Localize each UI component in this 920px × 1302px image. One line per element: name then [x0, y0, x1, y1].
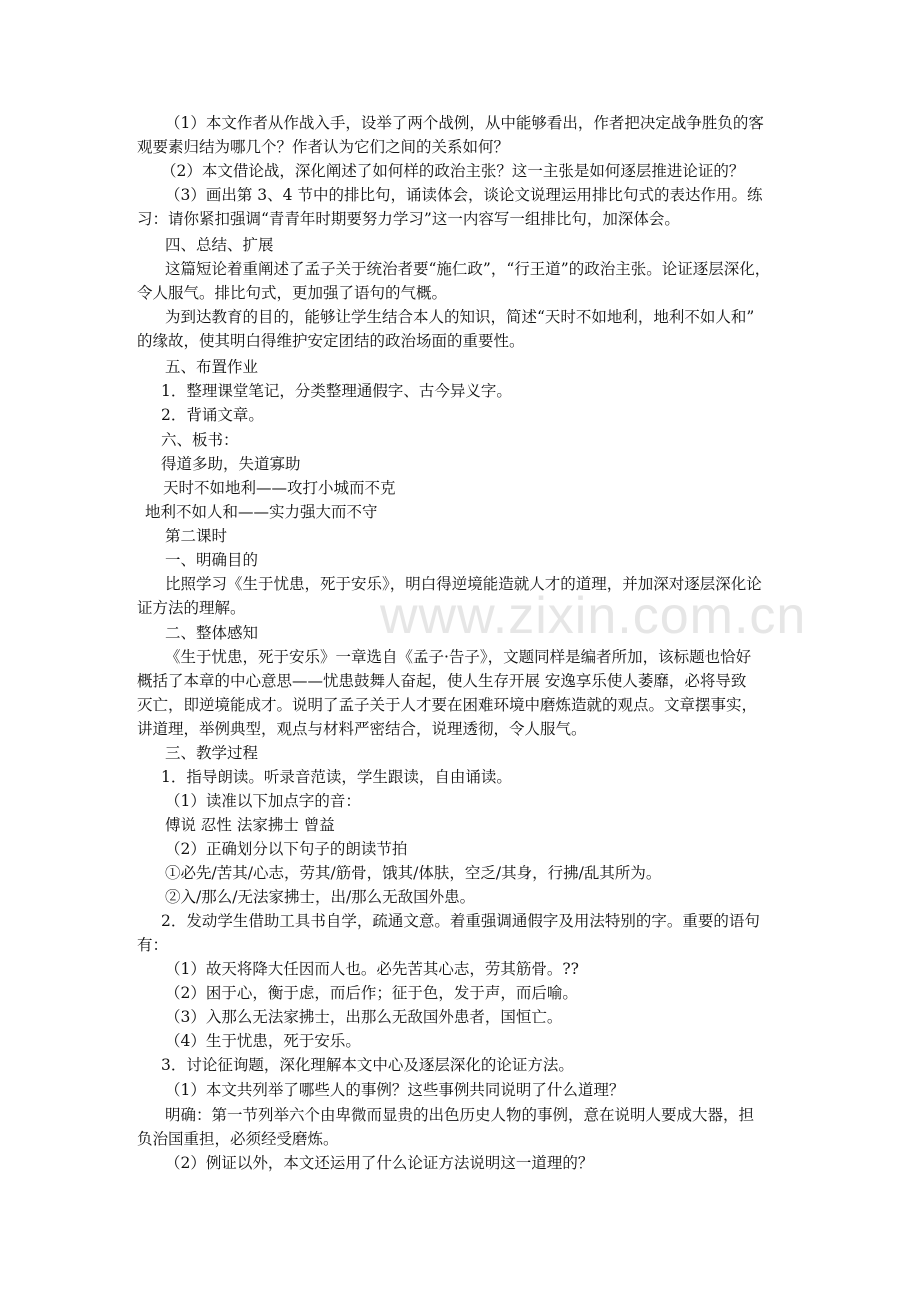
section-heading-second-lesson: 第二课时 [165, 527, 228, 545]
text-line-41: （1）本文共列举了哪些人的事例？这些事例共同说明了什么道理？ [165, 1081, 625, 1099]
section-heading-board: 六、板书： [161, 431, 239, 449]
text-line-24: 概括了本章的中心意思——忧患鼓舞人奋起，使人生存开展 安逸享乐使人萎靡，必将导致 [137, 672, 747, 690]
section-heading-process: 三、教学过程 [165, 744, 259, 762]
text-line-21: 证方法的理解。 [137, 599, 246, 617]
text-line-31: （2）正确划分以下句子的朗读节拍 [165, 840, 408, 858]
section-heading-homework: 五、布置作业 [165, 358, 259, 376]
text-line-23: 《生于忧患，死于安乐》一章选自《孟子·告子》，文题同样是编者所加，该标题也恰好 [165, 648, 752, 666]
text-line-38: （3）入那么无法家拂士，出那么无敌国外患者，国恒亡。 [165, 1008, 563, 1026]
text-line-5: 习：请你紧扣强调“青青年时期要努力学习”这一内容写一组排比句，加深体会。 [137, 210, 680, 228]
text-line-36: （1）故天将降大任因而人也。必先苦其心志，劳其筋骨。?? [165, 960, 579, 978]
text-line-3: （2）本文借论战，深化阐述了如何样的政治主张？这一主张是如何逐层推进论证的？ [161, 162, 745, 180]
text-line-15: 得道多助，失道寡助 [161, 455, 301, 473]
text-line-12: 1．整理课堂笔记，分类整理通假字、古今异义字。 [161, 382, 512, 400]
text-line-8: 令人服气。排比句式，更加强了语句的气概。 [137, 284, 448, 302]
text-line-44: （2）例证以外，本文还运用了什么论证方法说明这一道理的？ [165, 1154, 594, 1172]
text-line-26: 讲道理，举例典型，观点与材料严密结合，说理透彻，令人服气。 [137, 720, 587, 738]
text-line-29: （1）读准以下加点字的音： [165, 792, 361, 810]
text-line-39: （4）生于忧患，死于安乐。 [165, 1032, 361, 1050]
text-line-40: 3．讨论征询题，深化理解本文中心及逐层深化的论证方法。 [161, 1056, 574, 1074]
text-line-13: 2．背诵文章。 [161, 406, 264, 424]
watermark: www.zixin.com.cn [380, 587, 807, 645]
text-line-17: 地利不如人和——实力强大而不守 [145, 503, 378, 521]
text-line-2: 观要素归结为哪几个？作者认为它们之间的关系如何？ [137, 138, 510, 156]
text-line-33: ②入/那么/无法家拂士，出/那么无敌国外患。 [165, 888, 476, 906]
text-line-16: 天时不如地利——攻打小城而不克 [163, 479, 396, 497]
text-line-28: 1．指导朗读。听录音范读，学生跟读，自由诵读。 [161, 768, 512, 786]
text-line-10: 的缘故，使其明白得维护安定团结的政治场面的重要性。 [137, 332, 525, 350]
text-line-35: 有： [137, 936, 169, 954]
section-heading-summary: 四、总结、扩展 [165, 236, 274, 254]
text-line-4: （3）画出第 3、4 节中的排比句，诵读体会，谈论文说理运用排比句式的表达作用。练 [165, 186, 763, 204]
text-line-30: 傅说 忍性 法家拂士 曾益 [165, 816, 335, 834]
text-line-25: 灭亡，即逆境能成才。说明了孟子关于人才要在困难环境中磨炼造就的观点。文章摆事实， [137, 696, 758, 714]
text-line-32: ①必先/苦其/心志，劳其/筋骨，饿其/体肤，空乏/其身，行拂/乱其所为。 [165, 864, 662, 882]
section-heading-objective: 一、明确目的 [165, 551, 259, 569]
text-line-20: 比照学习《生于忧患，死于安乐》，明白得逆境能造就人才的道理，并加深对逐层深化论 [165, 575, 762, 593]
section-heading-overview: 二、整体感知 [165, 624, 259, 642]
text-line-34: 2．发动学生借助工具书自学，疏通文意。着重强调通假字及用法特别的字。重要的语句 [161, 912, 760, 930]
text-line-9: 为到达教育的目的，能够让学生结合本人的知识，简述“天时不如地利，地利不如人和” [165, 308, 755, 326]
text-line-1: （1）本文作者从作战入手，设举了两个战例，从中能够看出，作者把决定战争胜负的客 [165, 114, 764, 132]
text-line-37: （2）困于心，衡于虑，而后作；征于色，发于声，而后喻。 [165, 984, 578, 1002]
text-line-43: 负治国重担，必须经受磨炼。 [137, 1130, 339, 1148]
text-line-7: 这篇短论着重阐述了孟子关于统治者要“施仁政”，“行王道”的政治主张。论证逐层深化， [165, 260, 771, 278]
text-line-42: 明确：第一节列举六个由卑微而显贵的出色历史人物的事例，意在说明人要成大器，担 [165, 1106, 755, 1124]
